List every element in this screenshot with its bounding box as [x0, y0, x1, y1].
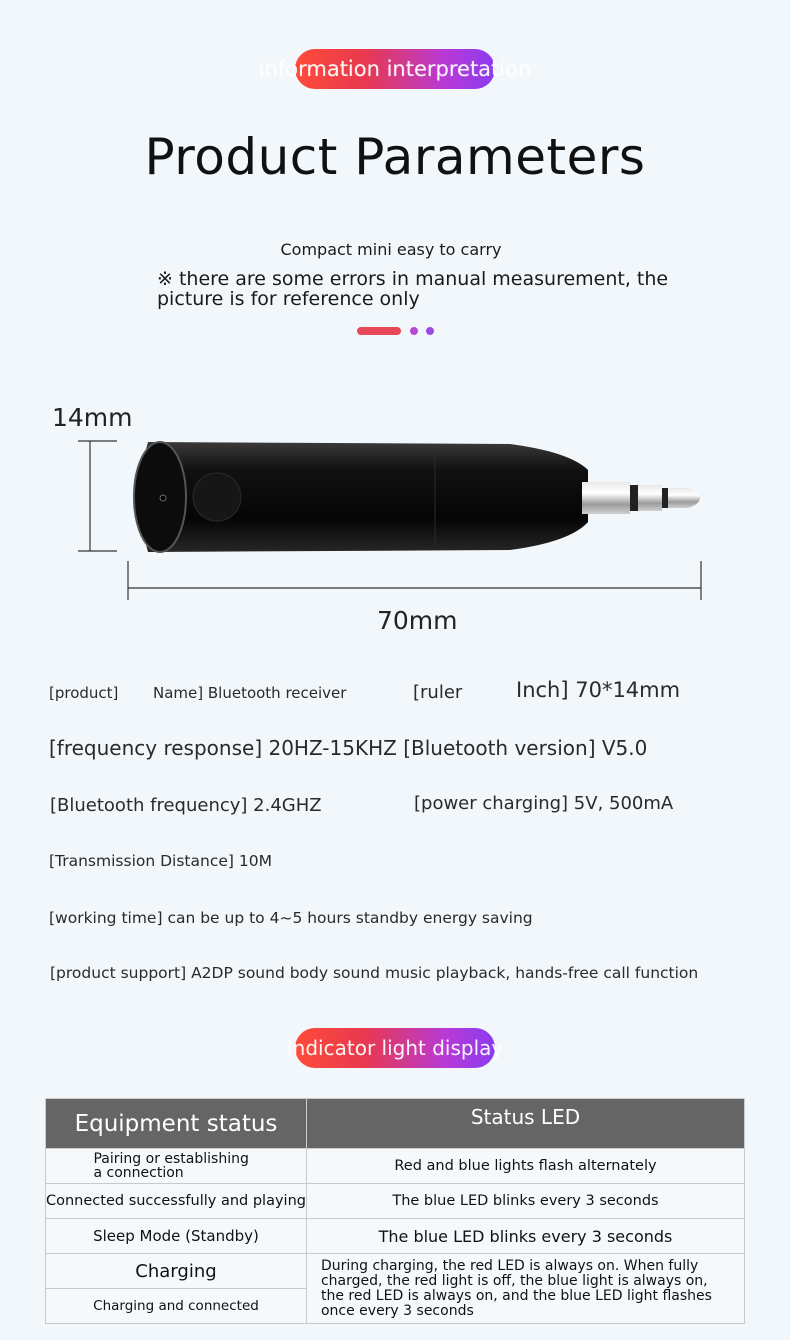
table-header-status: Equipment status	[46, 1099, 307, 1149]
subtitle: Compact mini easy to carry	[280, 240, 502, 259]
height-dimension-label: 14mm	[52, 403, 133, 432]
table-row	[46, 1254, 745, 1289]
length-dimension-line	[128, 561, 701, 600]
measurement-note: ※ there are some errors in manual measurement, the picture is for reference only	[157, 268, 669, 310]
spec-size-prefix: [ruler	[413, 682, 463, 703]
indicator-status-table	[45, 1098, 745, 1324]
spec-working-time: [working time] can be up to 4~5 hours standby energy saving	[49, 909, 533, 927]
status-cell: Sleep Mode (Standby)	[46, 1219, 307, 1254]
height-dimension-line	[78, 441, 117, 551]
led-cell-charging: During charging, the red LED is always on. When fully charged, the red light is off, the blue light is always on, the red LED is always on, and the blue LED light flashes once every 3 seconds	[306, 1254, 744, 1324]
spec-frequency-line: [frequency response] 20HZ-15KHZ [Bluetooth version] V5.0	[49, 736, 648, 760]
dot	[426, 327, 434, 335]
status-cell: Charging and connected	[46, 1289, 307, 1324]
spec-name-prefix: [product]	[49, 684, 119, 702]
table-row	[46, 1219, 745, 1254]
led-cell: The blue LED blinks every 3 seconds	[306, 1219, 744, 1254]
page-title: Product Parameters	[144, 128, 646, 186]
section-badge-info	[258, 49, 532, 89]
length-dimension-label: 70mm	[377, 606, 458, 635]
table-header-row	[46, 1099, 745, 1149]
section-badge-info-label: information interpretation	[258, 57, 532, 81]
spec-size: Inch] 70*14mm	[516, 678, 681, 702]
section-badge-indicator-label: Indicator light display	[286, 1036, 504, 1060]
status-cell	[46, 1149, 307, 1184]
table-header-led: Status LED	[306, 1099, 744, 1149]
status-cell: Connected successfully and playing	[46, 1184, 307, 1219]
dot	[410, 327, 418, 335]
led-cell: Red and blue lights flash alternately	[306, 1149, 744, 1184]
table-row	[46, 1184, 745, 1219]
spec-distance: [Transmission Distance] 10M	[49, 852, 272, 870]
dot-bar	[357, 327, 401, 335]
spec-power: [power charging] 5V, 500mA	[414, 793, 674, 814]
status-cell: Charging	[46, 1254, 307, 1289]
spec-name: Name] Bluetooth receiver	[153, 684, 347, 702]
spec-bt-frequency: [Bluetooth frequency] 2.4GHZ	[50, 795, 322, 816]
table-row	[46, 1149, 745, 1184]
section-badge-indicator	[286, 1028, 504, 1068]
led-cell: The blue LED blinks every 3 seconds	[306, 1184, 744, 1219]
status-cell-text: Pairing or establishing a connection	[93, 1151, 249, 1181]
spec-support: [product support] A2DP sound body sound music playback, hands-free call function	[50, 964, 699, 982]
